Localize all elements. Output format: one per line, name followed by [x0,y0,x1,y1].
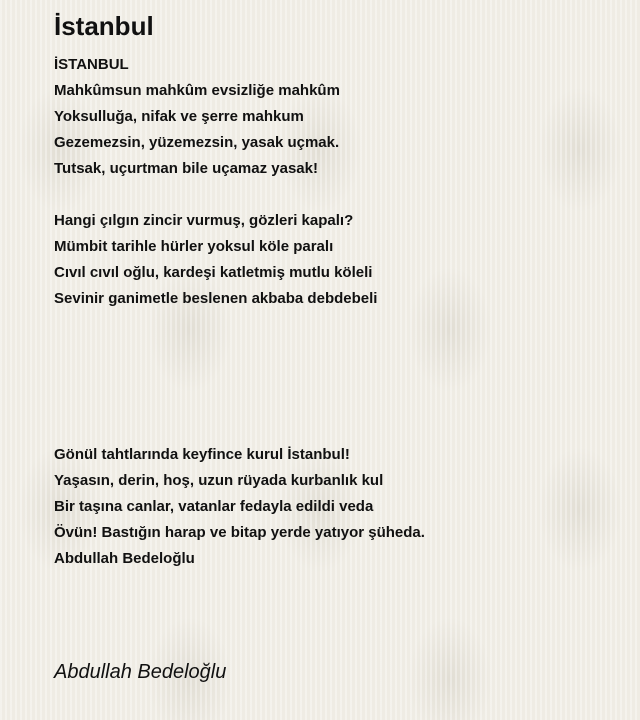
poem-line: Yaşasın, derin, hoş, uzun rüyada kurbanlık kul [54,472,384,489]
poem-line: Mahkûmsun mahkûm evsizliğe mahkûm [54,82,340,99]
stanza-break [54,416,614,442]
stanza-break [54,364,614,390]
stanza-break [54,182,614,208]
stanza-break [54,312,614,338]
poem-signature: Abdullah Bedeloğlu [54,550,195,567]
poem-line: Cıvıl cıvıl oğlu, kardeşi katletmiş mutlu köleli [54,264,373,281]
poem-heading: İSTANBUL [54,56,129,73]
poem-line: Gezemezsin, yüzemezsin, yasak uçmak. [54,134,340,151]
poem-title: İstanbul [54,11,154,41]
author-name: Abdullah Bedeloğlu [54,661,227,683]
poem-line: Övün! Bastığın harap ve bitap yerde yatıyor şüheda. [54,524,425,541]
poem-line: Mümbit tarihle hürler yoksul köle paralı [54,238,334,255]
poem-line: Sevinir ganimetle beslenen akbaba debdebeli [54,290,378,307]
stanza-break [54,390,614,416]
poem-line: Yoksulluğa, nifak ve şerre mahkum [54,108,304,125]
poem-line: Gönül tahtlarında keyfince kurul İstanbul! [54,446,350,463]
stanza-break [54,338,614,364]
poem-line: Tutsak, uçurtman bile uçamaz yasak! [54,160,318,177]
poem-line: Bir taşına canlar, vatanlar fedayla edildi veda [54,498,374,515]
poem-line: Hangi çılgın zincir vurmuş, gözleri kapalı? [54,212,354,229]
poem-body [54,52,614,572]
